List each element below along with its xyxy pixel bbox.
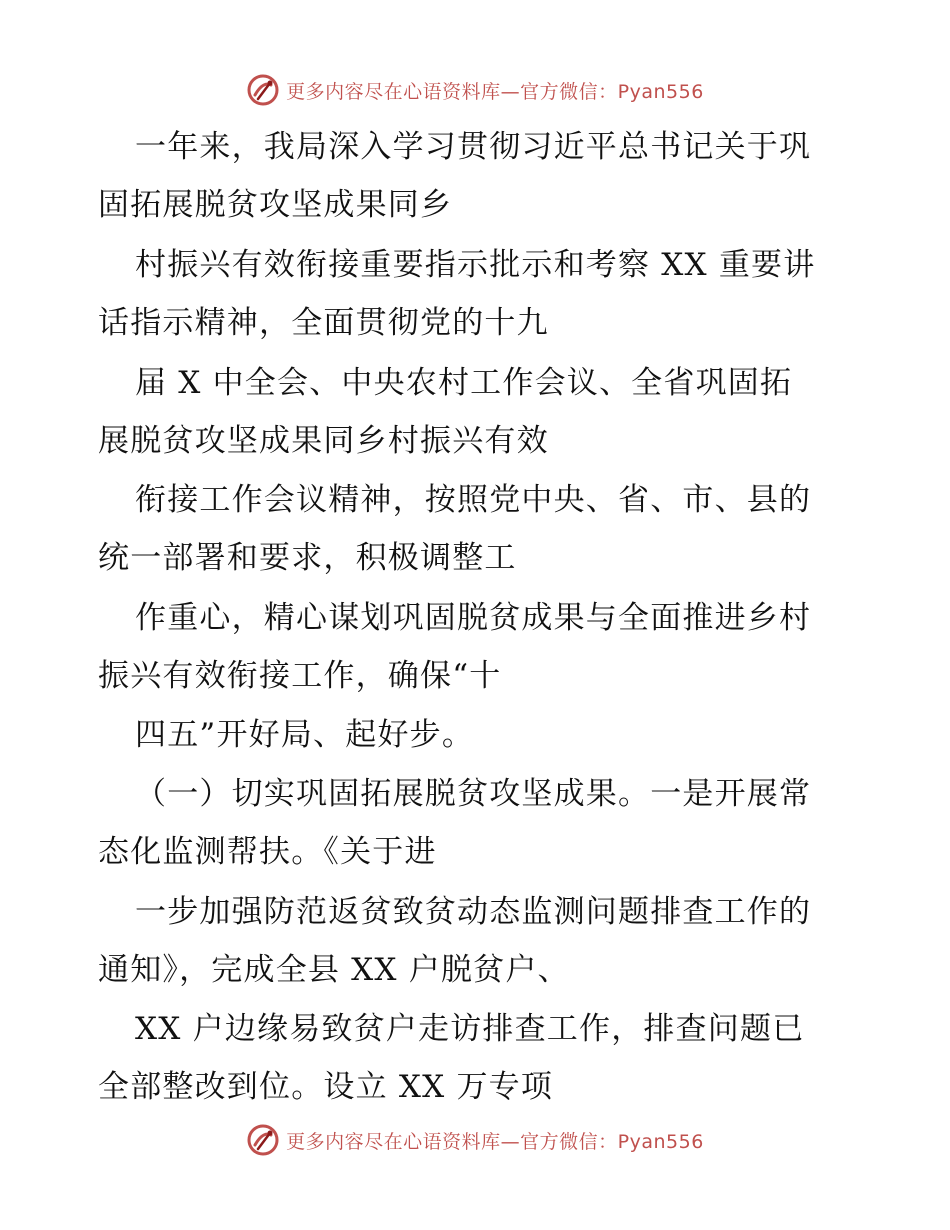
text-line: 一步加强防范返贫致贫动态监测问题排查工作的 (135, 894, 812, 930)
text-line: 统一部署和要求，积极调整工 (98, 540, 517, 576)
text-line: 通知》，完成全县 XX 户脱贫户、 (98, 952, 570, 988)
text-line: 届 X 中全会、中央农村工作会议、全省巩固拓 (135, 365, 793, 401)
text-line: 一年来，我局深入学习贯彻习近平总书记关于巩 (135, 129, 812, 165)
text-line: 村振兴有效衔接重要指示批示和考察 XX 重要讲 (135, 247, 816, 283)
text-line: 全部整改到位。设立 XX 万专项 (98, 1069, 554, 1105)
text-line: 固拓展脱贫攻坚成果同乡 (98, 187, 453, 223)
footer-banner-text: 更多内容尽在心语资料库—官方微信：Pyan556 (286, 1130, 704, 1153)
footer-banner (0, 1120, 950, 1160)
text-line: 态化监测帮扶。《关于进 (98, 834, 437, 870)
seal-logo-icon (246, 1123, 280, 1157)
text-line: XX 户边缘易致贫户走访排查工作，排查问题已 (135, 1011, 805, 1047)
text-line: 话指示精神，全面贯彻党的十九 (98, 305, 549, 341)
text-line: 四五”开好局、起好步。 (135, 717, 475, 753)
text-line: 衔接工作会议精神，按照党中央、省、市、县的 (135, 482, 812, 518)
text-line: （一）切实巩固拓展脱贫攻坚成果。一是开展常 (135, 776, 812, 812)
header-banner-text: 更多内容尽在心语资料库—官方微信：Pyan556 (286, 80, 704, 103)
text-line: 展脱贫攻坚成果同乡村振兴有效 (98, 423, 549, 459)
text-line: 振兴有效衔接工作，确保“十 (98, 658, 502, 694)
text-line: 作重心，精心谋划巩固脱贫成果与全面推进乡村 (135, 600, 812, 636)
